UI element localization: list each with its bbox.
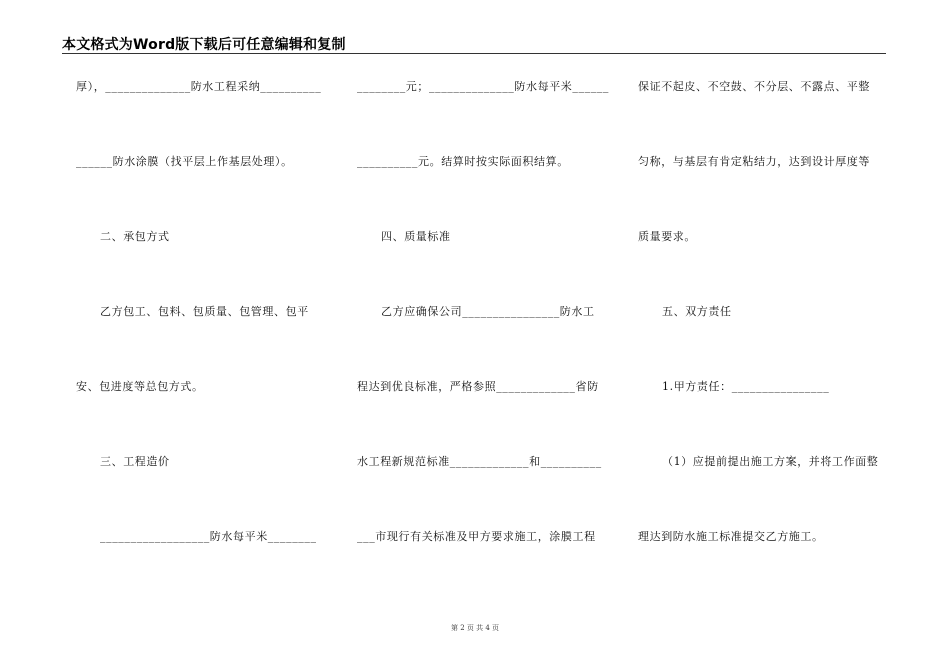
document-header-title: 本文格式为Word版下载后可任意编辑和复制 — [62, 37, 346, 53]
text-line: 乙方包工、包料、包质量、包管理、包平 — [100, 305, 309, 318]
text-line: 程达到优良标准，严格参照_____________省防 — [357, 380, 599, 393]
header-divider — [62, 53, 886, 54]
section-heading: 二、承包方式 — [100, 230, 170, 243]
text-line: （1）应提前提出施工方案，并将工作面整 — [662, 455, 879, 468]
text-line: 质量要求。 — [638, 230, 696, 243]
text-line: 保证不起皮、不空鼓、不分层、不露点、平整 — [638, 80, 870, 93]
text-line: ___市现行有关标准及甲方要求施工，涂膜工程 — [357, 530, 596, 543]
text-line: 匀称，与基层有肯定粘结力，达到设计厚度等 — [638, 155, 870, 168]
text-line: 理达到防水施工标准提交乙方施工。 — [638, 530, 824, 543]
text-line: 1.甲方责任：________________ — [662, 380, 830, 393]
text-line: ______防水涂膜（找平层上作基层处理）。 — [76, 155, 293, 168]
section-heading: 三、工程造价 — [100, 455, 170, 468]
text-line: __________________防水每平米________ — [100, 530, 317, 543]
text-line: 水工程新规范标准_____________和__________ — [357, 455, 602, 468]
text-line: __________元。结算时按实际面积结算。 — [357, 155, 569, 168]
text-line: ________元；______________防水每平米______ — [357, 80, 609, 93]
section-heading: 五、双方责任 — [662, 305, 732, 318]
page-number: 第 2 页 共 4 页 — [450, 624, 500, 632]
text-line: 安、包进度等总包方式。 — [76, 380, 204, 393]
text-line: 乙方应确保公司________________防水工 — [381, 305, 595, 318]
text-line: 厚），______________防水工程采纳__________ — [76, 80, 322, 93]
section-heading: 四、质量标准 — [381, 230, 451, 243]
